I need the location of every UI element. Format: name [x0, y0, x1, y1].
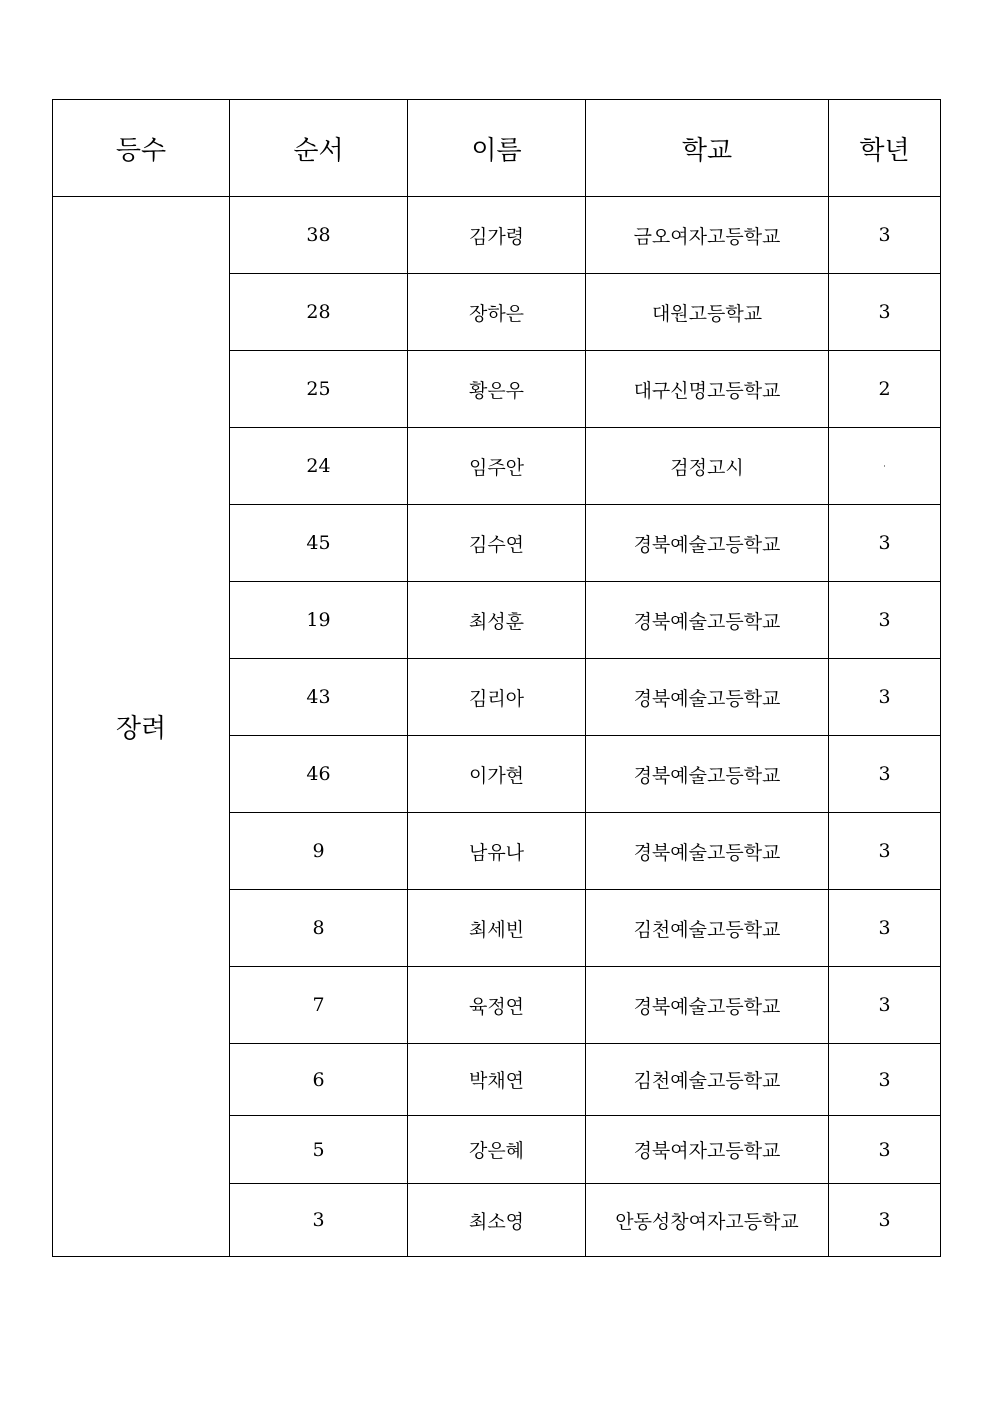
school-cell: 경북예술고등학교	[586, 736, 829, 813]
header-name: 이름	[408, 100, 586, 197]
header-school: 학교	[586, 100, 829, 197]
rank-cell: 장려	[53, 197, 230, 1257]
grade-cell: 3	[829, 197, 941, 274]
grade-cell: 3	[829, 967, 941, 1044]
grade-cell: ·	[829, 428, 941, 505]
grade-cell: 3	[829, 736, 941, 813]
name-cell: 남유나	[408, 813, 586, 890]
order-cell: 46	[230, 736, 408, 813]
results-table	[52, 99, 941, 1257]
name-cell: 임주안	[408, 428, 586, 505]
order-cell: 8	[230, 890, 408, 967]
grade-cell: 3	[829, 659, 941, 736]
header-rank: 등수	[53, 100, 230, 197]
school-cell: 금오여자고등학교	[586, 197, 829, 274]
name-cell: 최소영	[408, 1184, 586, 1257]
grade-cell: 3	[829, 505, 941, 582]
school-cell: 검정고시	[586, 428, 829, 505]
order-cell: 28	[230, 274, 408, 351]
order-cell: 45	[230, 505, 408, 582]
order-cell: 7	[230, 967, 408, 1044]
header-order: 순서	[230, 100, 408, 197]
school-cell: 경북예술고등학교	[586, 967, 829, 1044]
name-cell: 최세빈	[408, 890, 586, 967]
name-cell: 강은혜	[408, 1116, 586, 1184]
order-cell: 5	[230, 1116, 408, 1184]
name-cell: 이가현	[408, 736, 586, 813]
school-cell: 안동성창여자고등학교	[586, 1184, 829, 1257]
school-cell: 경북예술고등학교	[586, 813, 829, 890]
order-cell: 43	[230, 659, 408, 736]
name-cell: 장하은	[408, 274, 586, 351]
grade-cell: 3	[829, 890, 941, 967]
order-cell: 3	[230, 1184, 408, 1257]
school-cell: 경북예술고등학교	[586, 582, 829, 659]
school-cell: 김천예술고등학교	[586, 1044, 829, 1116]
grade-cell: 3	[829, 1044, 941, 1116]
name-cell: 김리아	[408, 659, 586, 736]
order-cell: 19	[230, 582, 408, 659]
order-cell: 25	[230, 351, 408, 428]
name-cell: 김수연	[408, 505, 586, 582]
name-cell: 황은우	[408, 351, 586, 428]
school-cell: 경북예술고등학교	[586, 659, 829, 736]
school-cell: 대구신명고등학교	[586, 351, 829, 428]
table-row	[53, 197, 941, 274]
grade-cell: 3	[829, 1116, 941, 1184]
order-cell: 6	[230, 1044, 408, 1116]
grade-cell: 2	[829, 351, 941, 428]
school-cell: 경북예술고등학교	[586, 505, 829, 582]
name-cell: 박채연	[408, 1044, 586, 1116]
header-grade: 학년	[829, 100, 941, 197]
grade-cell: 3	[829, 582, 941, 659]
school-cell: 대원고등학교	[586, 274, 829, 351]
name-cell: 김가령	[408, 197, 586, 274]
order-cell: 24	[230, 428, 408, 505]
order-cell: 38	[230, 197, 408, 274]
school-cell: 경북여자고등학교	[586, 1116, 829, 1184]
grade-cell: 3	[829, 1184, 941, 1257]
grade-cell: 3	[829, 813, 941, 890]
order-cell: 9	[230, 813, 408, 890]
name-cell: 육정연	[408, 967, 586, 1044]
school-cell: 김천예술고등학교	[586, 890, 829, 967]
grade-cell: 3	[829, 274, 941, 351]
name-cell: 최성훈	[408, 582, 586, 659]
header-row	[53, 100, 941, 197]
